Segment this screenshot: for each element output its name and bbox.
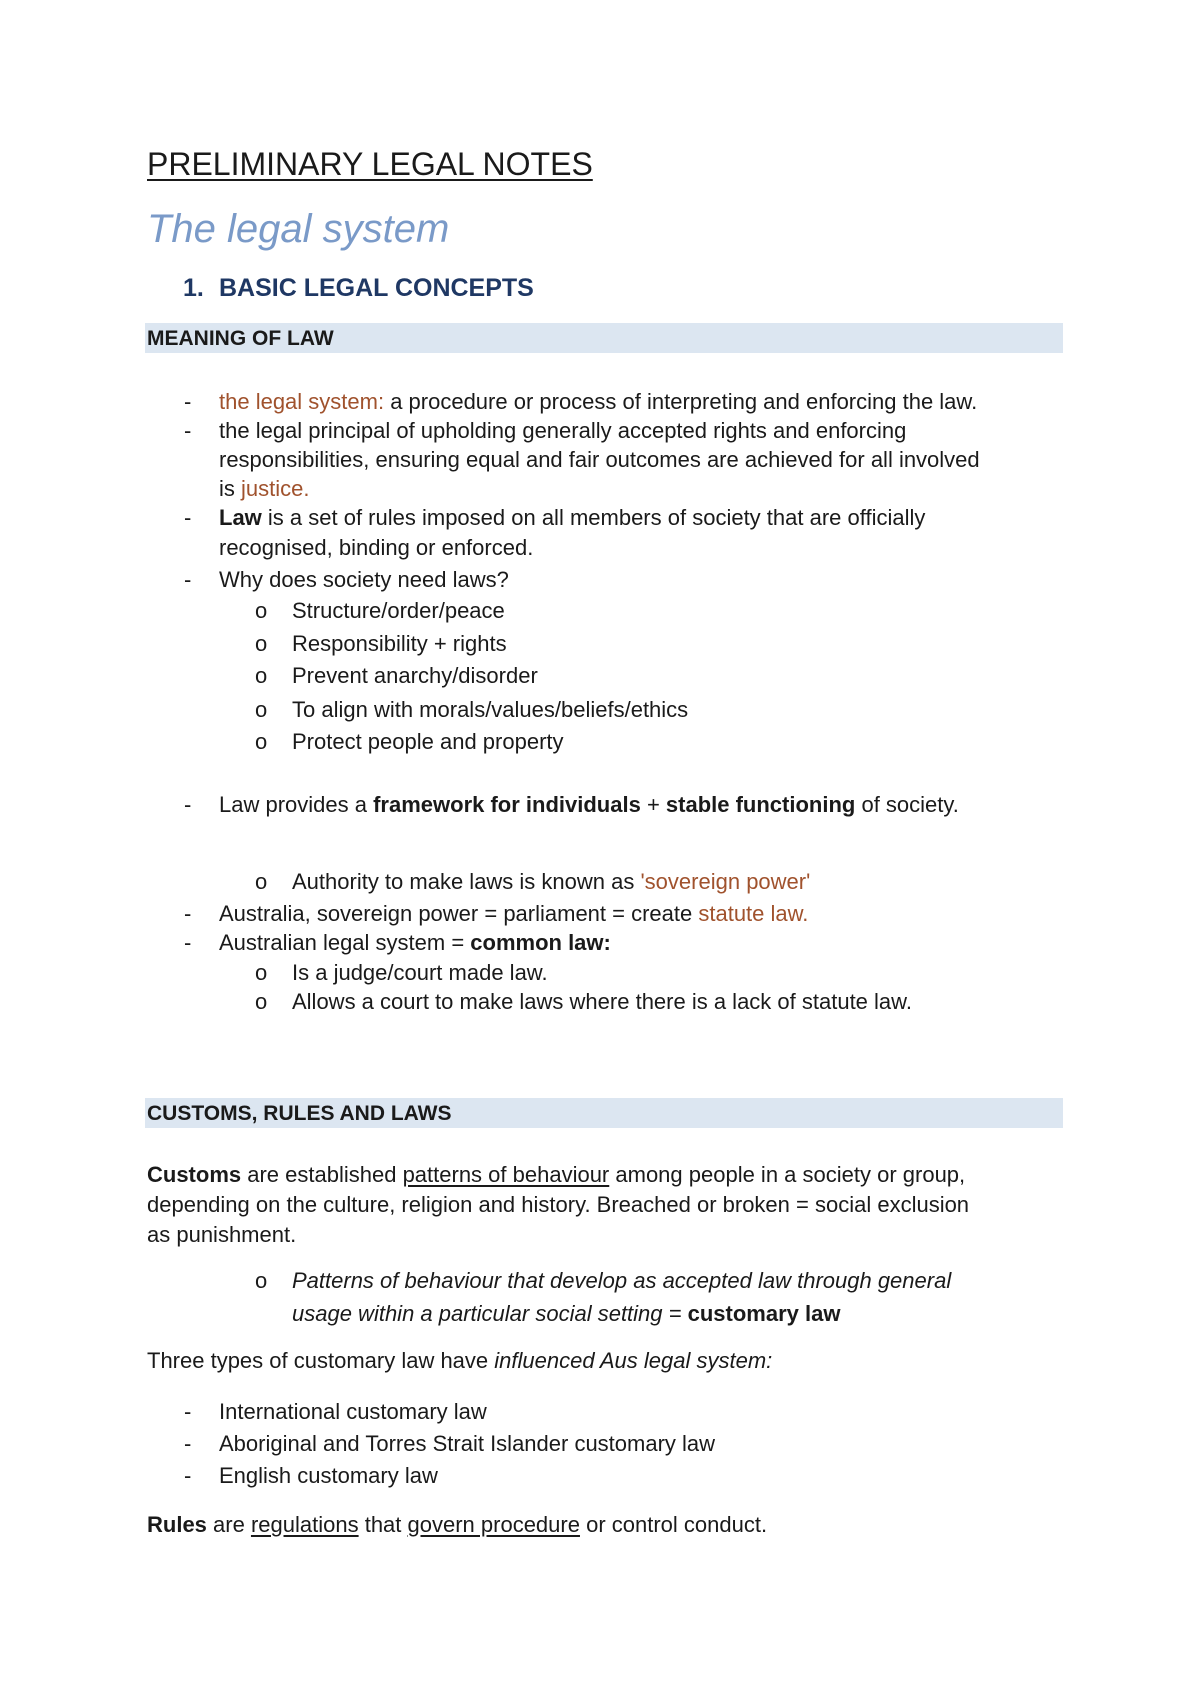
list-item-continuation: responsibilities, ensuring equal and fair outcomes are achieved for all involved bbox=[219, 447, 980, 472]
dash-marker: - bbox=[184, 1431, 192, 1456]
dash-marker: - bbox=[184, 567, 192, 592]
item-text: Australia, sovereign power = parliament = create bbox=[219, 901, 699, 926]
sub-list-item: Prevent anarchy/disorder bbox=[292, 663, 538, 688]
paragraph-rules bbox=[147, 1512, 767, 1538]
accent-text: the legal system: bbox=[219, 389, 385, 414]
underlined-term: govern procedure bbox=[407, 1512, 580, 1537]
dash-marker: - bbox=[184, 1463, 192, 1488]
bullet-marker: o bbox=[255, 989, 268, 1014]
item-text: are established bbox=[241, 1162, 403, 1187]
accent-text: 'sovereign power' bbox=[640, 869, 811, 894]
underlined-term: regulations bbox=[250, 1512, 359, 1537]
bullet-marker: o bbox=[255, 869, 268, 894]
item-text: + bbox=[640, 792, 666, 817]
list-item bbox=[219, 792, 959, 818]
sub-list-item: Responsibility + rights bbox=[292, 631, 507, 656]
list-item: Why does society need laws? bbox=[219, 567, 509, 592]
list-item bbox=[219, 389, 977, 415]
bold-term: common law: bbox=[470, 930, 611, 955]
list-item: Aboriginal and Torres Strait Islander customary law bbox=[219, 1431, 716, 1456]
item-text: Authority to make laws is known as bbox=[292, 869, 641, 894]
list-item: English customary law bbox=[219, 1463, 438, 1488]
page-title: PRELIMINARY LEGAL NOTES bbox=[147, 146, 593, 182]
paragraph-types bbox=[147, 1348, 772, 1374]
heading-number: 1. bbox=[183, 274, 204, 302]
paragraph-customs bbox=[147, 1162, 965, 1188]
list-item: the legal principal of upholding generally accepted rights and enforcing bbox=[219, 418, 907, 443]
list-item-continuation: recognised, binding or enforced. bbox=[219, 535, 534, 560]
bold-term: Law bbox=[219, 505, 262, 530]
item-text: Law provides a bbox=[219, 792, 374, 817]
sub-list-item: To align with morals/values/beliefs/ethics bbox=[292, 697, 689, 722]
italic-text: influenced Aus legal system: bbox=[494, 1348, 773, 1373]
dash-marker: - bbox=[184, 505, 192, 530]
item-text: Three types of customary law have bbox=[147, 1348, 495, 1373]
sub-list-item: Protect people and property bbox=[292, 729, 564, 754]
sub-list-item bbox=[292, 1268, 951, 1294]
dash-marker: - bbox=[184, 930, 192, 955]
list-item-continuation bbox=[219, 476, 309, 502]
item-text: are bbox=[206, 1512, 251, 1537]
dash-marker: - bbox=[184, 792, 192, 817]
bullet-marker: o bbox=[255, 1268, 268, 1293]
dash-marker: - bbox=[184, 418, 192, 443]
item-text: or control conduct. bbox=[579, 1512, 768, 1537]
italic-text: Patterns of behaviour that develop as accepted law through general bbox=[292, 1268, 952, 1293]
list-item bbox=[219, 505, 925, 531]
bold-term: Customs bbox=[147, 1162, 242, 1187]
accent-text: justice. bbox=[241, 476, 310, 501]
item-text: that bbox=[358, 1512, 408, 1537]
band-label: MEANING OF LAW bbox=[147, 327, 334, 350]
item-text: of society. bbox=[855, 792, 959, 817]
section-band-customs-rules-laws bbox=[145, 1098, 1063, 1128]
bullet-marker: o bbox=[255, 960, 268, 985]
sub-list-item: Allows a court to make laws where there is a lack of statute law. bbox=[292, 989, 912, 1014]
sub-list-item-continuation bbox=[292, 1301, 840, 1327]
page-subtitle: The legal system bbox=[147, 207, 450, 251]
bold-term: framework for individuals bbox=[373, 792, 641, 817]
paragraph-line: as punishment. bbox=[147, 1222, 297, 1247]
item-text: a procedure or process of interpreting and enforcing the law. bbox=[384, 389, 978, 414]
accent-text: statute law. bbox=[698, 901, 809, 926]
item-text: is a set of rules imposed on all members of society that are officially bbox=[261, 505, 926, 530]
sub-list-item: Structure/order/peace bbox=[292, 598, 505, 623]
dash-marker: - bbox=[184, 901, 192, 926]
bold-term: stable functioning bbox=[665, 792, 856, 817]
bullet-marker: o bbox=[255, 631, 268, 656]
italic-text: usage within a particular social setting = bbox=[292, 1301, 682, 1326]
bullet-marker: o bbox=[255, 697, 268, 722]
section-band-meaning-of-law bbox=[145, 323, 1063, 353]
band-label: CUSTOMS, RULES AND LAWS bbox=[147, 1102, 452, 1125]
bold-term: Rules bbox=[147, 1512, 207, 1537]
paragraph-line: depending on the culture, religion and history. Breached or broken = social exclusion bbox=[147, 1192, 970, 1217]
item-text: is bbox=[219, 476, 241, 501]
bullet-marker: o bbox=[255, 598, 268, 623]
section-heading bbox=[183, 274, 534, 303]
bullet-marker: o bbox=[255, 663, 268, 688]
bullet-marker: o bbox=[255, 729, 268, 754]
item-text: among people in a society or group, bbox=[609, 1162, 966, 1187]
dash-marker: - bbox=[184, 1399, 192, 1424]
sub-list-item: Is a judge/court made law. bbox=[292, 960, 548, 985]
list-item: International customary law bbox=[219, 1399, 487, 1424]
dash-marker: - bbox=[184, 389, 192, 414]
sub-list-item bbox=[292, 869, 810, 895]
underlined-term: patterns of behaviour bbox=[402, 1162, 610, 1187]
bold-term: customary law bbox=[687, 1301, 841, 1326]
heading-text: BASIC LEGAL CONCEPTS bbox=[219, 274, 534, 302]
list-item bbox=[219, 901, 808, 927]
list-item bbox=[219, 930, 611, 956]
item-text: Australian legal system = bbox=[219, 930, 471, 955]
